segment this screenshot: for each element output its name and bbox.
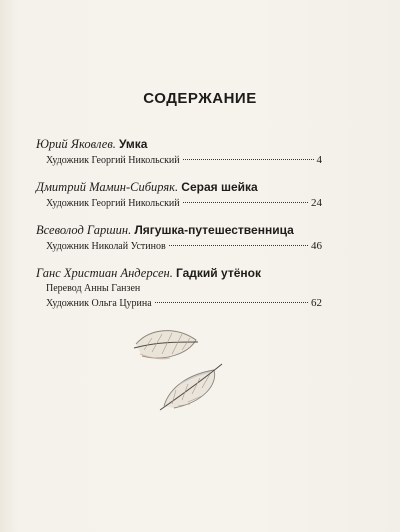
- entry-author: Дмитрий Мамин-Сибиряк.: [36, 180, 179, 194]
- page-title: СОДЕРЖАНИЕ: [143, 90, 257, 107]
- entry-artist: Художник Ольга Цурина: [46, 298, 152, 309]
- entry-page-number: 62: [311, 297, 322, 309]
- leader-dots: [183, 202, 308, 203]
- toc-entry: [36, 136, 322, 168]
- entry-translator: Перевод Анны Ганзен: [46, 283, 141, 294]
- entry-artist: Художник Николай Устинов: [46, 241, 166, 252]
- leader-dots: [183, 159, 314, 160]
- feathers-icon: [130, 320, 240, 415]
- entry-page-number: 24: [311, 197, 322, 209]
- entry-title: Гадкий утёнок: [175, 266, 261, 280]
- entry-author: Юрий Яковлев.: [36, 137, 116, 151]
- entry-page-number: 4: [316, 154, 322, 166]
- leader-dots: [155, 302, 308, 303]
- entry-author: Всеволод Гаршин.: [36, 223, 132, 237]
- entry-author: Ганс Христиан Андерсен.: [36, 266, 173, 280]
- toc-entry: [36, 179, 322, 211]
- toc-entry: [36, 222, 322, 254]
- entry-title: Серая шейка: [181, 180, 258, 194]
- toc-entry: [36, 265, 322, 311]
- table-of-contents: [36, 136, 322, 322]
- entry-page-number: 46: [311, 240, 322, 252]
- entry-title: Лягушка-путешественница: [134, 223, 294, 237]
- entry-artist: Художник Георгий Никольский: [46, 198, 180, 209]
- entry-title: Умка: [119, 137, 148, 151]
- entry-artist: Художник Георгий Никольский: [46, 155, 180, 166]
- leader-dots: [169, 245, 308, 246]
